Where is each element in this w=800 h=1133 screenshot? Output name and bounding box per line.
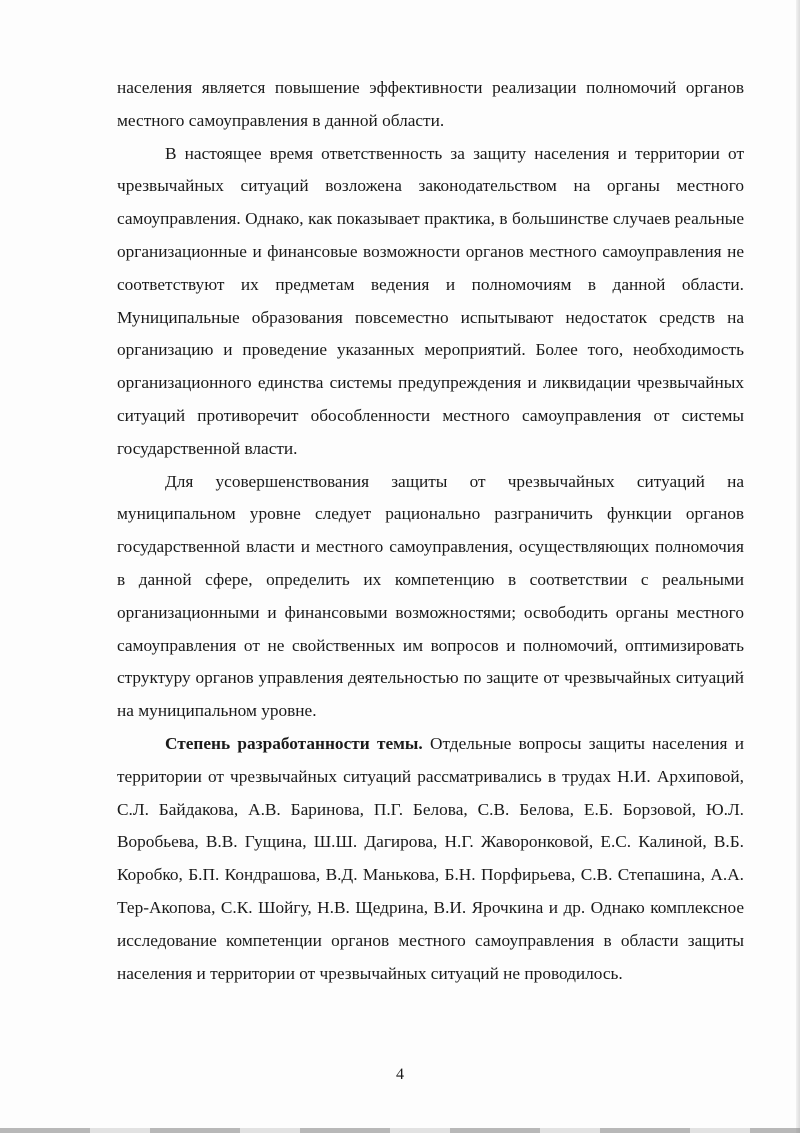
- page-number: 4: [396, 1066, 404, 1083]
- body-text: [117, 72, 744, 990]
- scan-bottom-artifact: [0, 1128, 800, 1133]
- paragraph-research-degree-text: Отдельные вопросы защиты населения и территории от чрезвычайных ситуаций рассматривались в трудах Н.И. Архиповой, С.Л. Байдакова, А.В. Баринова, П.Г. Белова, С.В. Белова, Е.Б. Борзовой, Ю.Л. Воробьева, В.В. Гущина, Ш.Ш. Дагирова, Н.Г. Жаворонковой, Е.С. Калиной, В.Б. Коробко, Б.П. Кондрашова, В.Д. Манькова, Б.Н. Порфирьева, С.В. Степашина, А.А. Тер-Акопова, С.К. Шойгу, Н.В. Щедрина, В.И. Ярочкина и др. Однако комплексное исследование компетенции органов местного самоуправления в области защиты населения и территории от чрезвычайных ситуаций не проводилось.: [117, 733, 744, 983]
- scan-edge-shadow: [796, 0, 800, 1133]
- paragraph-responsibility: В настоящее время ответственность за защиту населения и территории от чрезвычайных ситуаций возложена законодательством на органы местного самоуправления. Однако, как показывает практика, в большинстве случаев реальные организационные и финансовые возможности органов местного самоуправления не соответствуют их предметам ведения и полномочиям в данной области. Муниципальные образования повсеместно испытывают недостаток средств на организацию и проведение указанных мероприятий. Более того, необходимость организационного единства системы предупреждения и ликвидации чрезвычайных ситуаций противоречит обособленности местного самоуправления от системы государственной власти.: [117, 143, 744, 458]
- paragraph-continuation: населения является повышение эффективности реализации полномочий органов местного самоуправления в данной области.: [117, 78, 744, 130]
- paragraph-research-degree: [117, 728, 744, 990]
- section-heading: Степень разработанности темы.: [165, 733, 423, 753]
- paragraph-improvement: Для усовершенствования защиты от чрезвычайных ситуаций на муниципальном уровне следует рационально разграничить функции органов государственной власти и местного самоуправления, осуществляющих полномочия в данной сфере, определить их компетенцию в соответствии с реальными организационными и финансовыми возможностями; освободить органы местного самоуправления от не свойственных им вопросов и полномочий, оптимизировать структуру органов управления деятельностью по защите от чрезвычайных ситуаций на муниципальном уровне.: [117, 471, 744, 721]
